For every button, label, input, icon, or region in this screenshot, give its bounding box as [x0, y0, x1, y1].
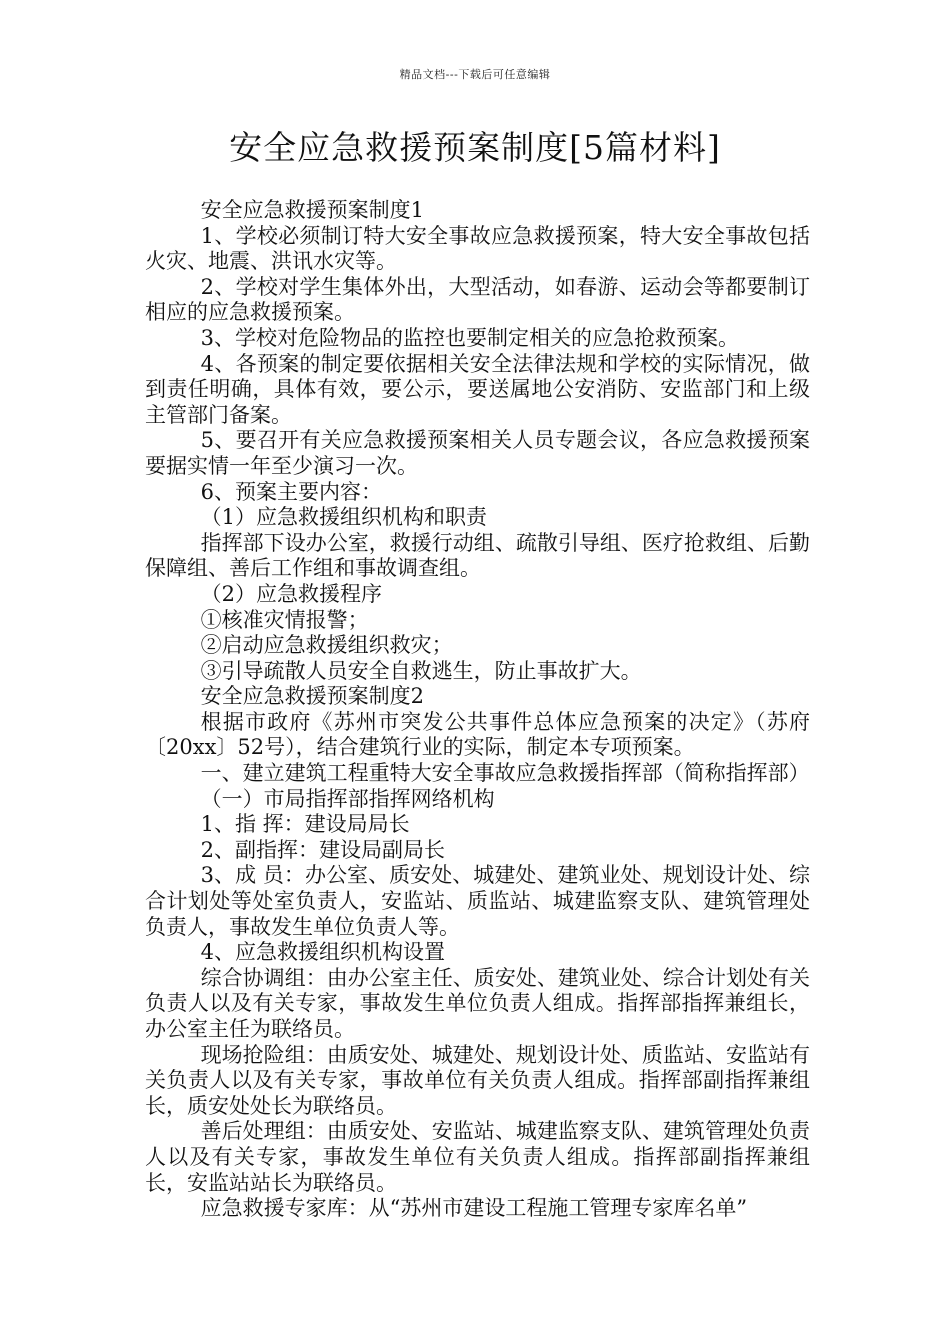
paragraph: 3、成 员：办公室、质安处、城建处、建筑业处、规划设计处、综合计划处等处室负责人，安监站、质监站、城建监察支队、建筑管理处负责人，事故发生单位负责人等。 — [145, 863, 810, 939]
paragraph: 3、学校对危险物品的监控也要制定相关的应急抢救预案。 — [200, 325, 739, 350]
paragraph: 4、各预案的制定要依据相关安全法律法规和学校的实际情况，做到责任明确，具体有效，要公示，要送属地公安消防、安监部门和上级主管部门备案。 — [145, 351, 810, 427]
paragraph: 善后处理组：由质安处、安监站、城建监察支队、建筑管理处负责人以及有关专家，事故发生单位有关负责人组成。指挥部副指挥兼组长，安监站站长为联络员。 — [145, 1119, 810, 1195]
paragraph: 现场抢险组：由质安处、城建处、规划设计处、质监站、安监站有关负责人以及有关专家，事故单位有关负责人组成。指挥部副指挥兼组长，质安处处长为联络员。 — [145, 1042, 810, 1118]
paragraph: 1、指 挥：建设局局长 — [200, 812, 410, 837]
paragraph: 综合协调组：由办公室主任、质安处、建筑业处、综合计划处有关负责人以及有关专家，事故发生单位负责人组成。指挥部指挥兼组长，办公室主任为联络员。 — [145, 965, 810, 1041]
document-title: 安全应急救援预案制度[5篇材料] — [229, 128, 721, 167]
paragraph: 6、预案主要内容： — [200, 479, 383, 504]
paragraph: ①核准灾情报警； — [200, 607, 369, 632]
paragraph: 5、要召开有关应急救援预案相关人员专题会议，各应急救援预案要据实情一年至少演习一次。 — [145, 428, 810, 478]
paragraph: （一）市局指挥部指挥网络机构 — [200, 786, 495, 811]
paragraph: 指挥部下设办公室，救援行动组、疏散引导组、医疗抢救组、后勤保障组、善后工作组和事故调查组。 — [145, 530, 810, 581]
paragraph: 一、建立建筑工程重特大安全事故应急救援指挥部（简称指挥部） — [200, 761, 810, 786]
paragraph: 安全应急救援预案制度1 — [200, 198, 425, 222]
document-body — [145, 198, 810, 1222]
paragraph: 安全应急救援预案制度2 — [200, 684, 425, 709]
paragraph: 2、副指挥：建设局副局长 — [200, 837, 446, 862]
paragraph: （2）应急救援程序 — [200, 581, 383, 606]
paragraph: ③引导疏散人员安全自救逃生，防止事故扩大。 — [200, 658, 642, 683]
paragraph: （1）应急救援组织机构和职责 — [200, 505, 488, 530]
paragraph: 1、学校必须制订特大安全事故应急救援预案，特大安全事故包括火灾、地震、洪讯水灾等。 — [145, 223, 810, 274]
paragraph: ②启动应急救援组织救灾； — [200, 633, 453, 658]
paragraph: 2、学校对学生集体外出，大型活动，如春游、运动会等都要制订相应的应急救援预案。 — [145, 274, 810, 325]
paragraph: 根据市政府《苏州市突发公共事件总体应急预案的决定》（苏府〔20xx〕52号），结合建筑行业的实际，制定本专项预案。 — [145, 709, 810, 760]
paragraph: 应急救援专家库：从“苏州市建设工程施工管理专家库名单” — [200, 1196, 748, 1221]
paragraph: 4、应急救援组织机构设置 — [200, 940, 446, 965]
header-note: 精品文档---下载后可任意编辑 — [399, 68, 551, 81]
